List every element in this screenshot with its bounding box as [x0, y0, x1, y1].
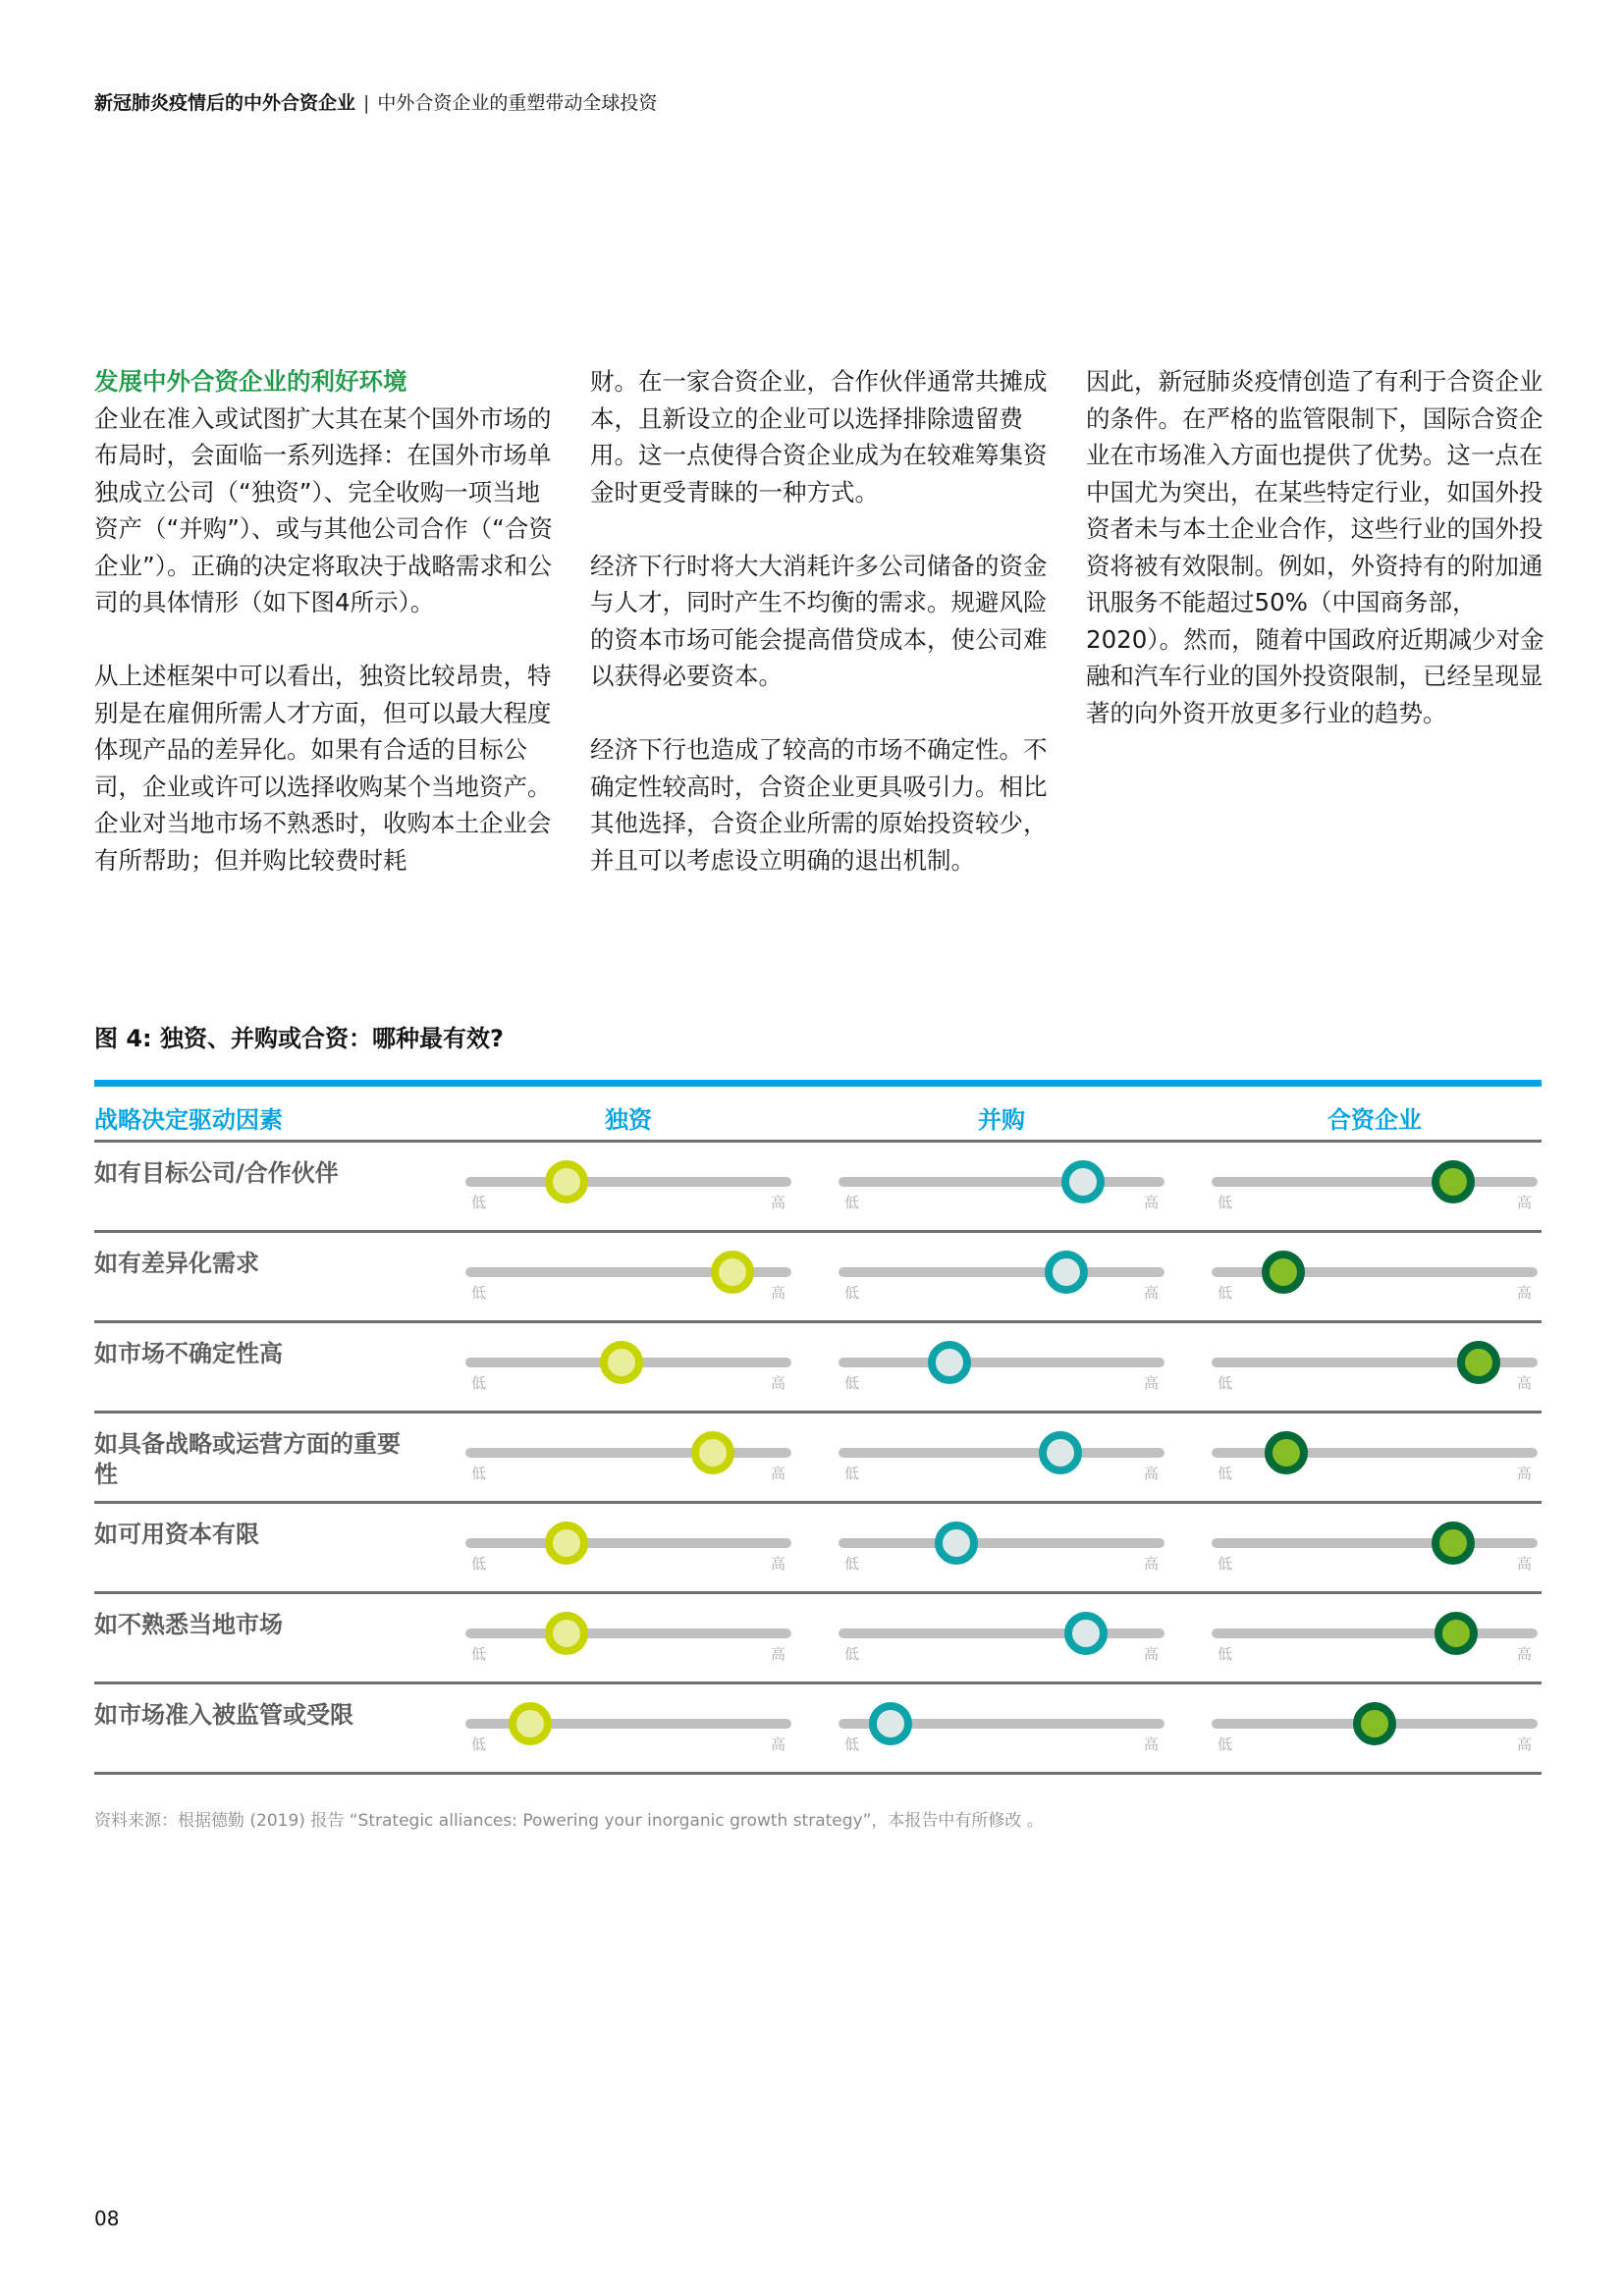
- paragraph: 企业在准入或试图扩大其在某个国外市场的布局时，会面临一系列选择：在国外市场单独成立公司（“独资”）、完全收购一项当地资产（“并购”）、或与其他公司合作（“合资企业”）。正确的决定将取决于战略需求和公司的具体情形（如下图4所示）。: [94, 403, 553, 616]
- driver-label: 如有差异化需求: [94, 1250, 259, 1277]
- high-label: 高: [1516, 1555, 1532, 1573]
- jv-column-header: 合资企业: [1327, 1106, 1422, 1134]
- jv-rating-slider: [1212, 1414, 1538, 1501]
- slider-track: [839, 1538, 1164, 1548]
- jv-rating-slider: [1212, 1233, 1538, 1320]
- rating-marker-icon: [928, 1341, 971, 1384]
- wfoe-rating-slider: [465, 1323, 791, 1411]
- slider-track: [465, 1177, 791, 1187]
- low-label: 低: [1218, 1284, 1233, 1302]
- jv-rating-slider: [1212, 1594, 1538, 1682]
- figure-title: 图 4: 独资、并购或合资：哪种最有效?: [94, 1025, 504, 1052]
- low-label: 低: [471, 1555, 487, 1573]
- rating-marker-icon: [545, 1160, 588, 1203]
- low-label: 低: [1218, 1374, 1233, 1392]
- low-label: 低: [1218, 1555, 1233, 1573]
- blue-top-rule: [94, 1080, 1542, 1087]
- ma-rating-slider: [839, 1233, 1164, 1320]
- rating-marker-icon: [509, 1702, 552, 1745]
- comparison-figure: [94, 1080, 1542, 1775]
- low-label: 低: [471, 1645, 487, 1663]
- figure-row: [94, 1323, 1542, 1414]
- ma-rating-slider: [839, 1143, 1164, 1230]
- figure-row: [94, 1684, 1542, 1775]
- wfoe-column-header: 独资: [605, 1106, 652, 1134]
- jv-rating-slider: [1212, 1684, 1538, 1772]
- low-label: 低: [471, 1374, 487, 1392]
- high-label: 高: [1516, 1465, 1532, 1482]
- header-separator: |: [363, 92, 370, 114]
- rating-marker-icon: [1457, 1341, 1500, 1384]
- high-label: 高: [770, 1194, 785, 1211]
- low-label: 低: [844, 1555, 860, 1573]
- high-label: 高: [1516, 1735, 1532, 1753]
- slider-track: [1212, 1177, 1538, 1187]
- figure-row: [94, 1414, 1542, 1504]
- source-note: 资料来源：根据德勤 (2019) 报告 “Strategic alliances: Powering your inorganic growth strategy”，本报告中有所修改 。: [94, 1811, 1044, 1831]
- rating-marker-icon: [1432, 1522, 1475, 1565]
- wfoe-rating-slider: [465, 1233, 791, 1320]
- driver-label: 如有目标公司/合作伙伴: [94, 1159, 339, 1187]
- chapter-title: 中外合资企业的重塑带动全球投资: [377, 92, 658, 114]
- high-label: 高: [1143, 1555, 1159, 1573]
- high-label: 高: [1143, 1465, 1159, 1482]
- high-label: 高: [770, 1284, 785, 1302]
- ma-rating-slider: [839, 1504, 1164, 1591]
- slider-track: [1212, 1538, 1538, 1548]
- ma-column-header: 并购: [978, 1106, 1025, 1134]
- rating-marker-icon: [1435, 1612, 1478, 1655]
- ma-rating-slider: [839, 1684, 1164, 1772]
- low-label: 低: [1218, 1465, 1233, 1482]
- figure-row: [94, 1594, 1542, 1684]
- driver-label: 如可用资本有限: [94, 1521, 259, 1548]
- low-label: 低: [844, 1284, 860, 1302]
- figure-row: [94, 1504, 1542, 1594]
- wfoe-rating-slider: [465, 1504, 791, 1591]
- high-label: 高: [1143, 1194, 1159, 1211]
- low-label: 低: [1218, 1645, 1233, 1663]
- high-label: 高: [1516, 1194, 1532, 1211]
- high-label: 高: [1516, 1645, 1532, 1663]
- text-column-3: [1086, 363, 1547, 769]
- slider-track: [839, 1448, 1164, 1458]
- rating-marker-icon: [545, 1612, 588, 1655]
- article-body: [94, 363, 1542, 952]
- rating-marker-icon: [545, 1522, 588, 1565]
- high-label: 高: [1143, 1735, 1159, 1753]
- figure-row: [94, 1143, 1542, 1233]
- high-label: 高: [1143, 1645, 1159, 1663]
- rating-marker-icon: [1061, 1160, 1105, 1203]
- slider-track: [839, 1267, 1164, 1277]
- low-label: 低: [471, 1735, 487, 1753]
- text-column-1: [94, 363, 556, 916]
- low-label: 低: [844, 1194, 860, 1211]
- rating-marker-icon: [1064, 1612, 1108, 1655]
- driver-label: 如具备战略或运营方面的重要性: [94, 1430, 401, 1488]
- rating-marker-icon: [1039, 1431, 1082, 1474]
- figure-row: [94, 1233, 1542, 1323]
- rating-marker-icon: [869, 1702, 912, 1745]
- paragraph: 因此，新冠肺炎疫情创造了有利于合资企业的条件。在严格的监管限制下，国际合资企业在市场准入方面也提供了优势。这一点在中国尤为突出，在某些特定行业，如国外投资者未与本土企业合作，这些行业的国外投资将被有效限制。例如，外资持有的附加通讯服务不能超过50%（中国商务部，2020）。然而，随着中国政府近期减少对金融和汽车行业的国外投资限制，已经呈现显著的向外资开放更多行业的趋势。: [1086, 367, 1544, 727]
- rating-marker-icon: [935, 1522, 978, 1565]
- high-label: 高: [770, 1374, 785, 1392]
- low-label: 低: [844, 1374, 860, 1392]
- driver-label: 如市场准入被监管或受限: [94, 1701, 353, 1729]
- high-label: 高: [1516, 1284, 1532, 1302]
- ma-rating-slider: [839, 1323, 1164, 1411]
- wfoe-rating-slider: [465, 1414, 791, 1501]
- rating-marker-icon: [711, 1251, 754, 1294]
- rating-marker-icon: [1262, 1251, 1305, 1294]
- high-label: 高: [770, 1735, 785, 1753]
- low-label: 低: [471, 1284, 487, 1302]
- low-label: 低: [471, 1465, 487, 1482]
- high-label: 高: [1143, 1284, 1159, 1302]
- rating-marker-icon: [1353, 1702, 1396, 1745]
- low-label: 低: [844, 1645, 860, 1663]
- report-title: 新冠肺炎疫情后的中外合资企业: [94, 92, 356, 114]
- jv-rating-slider: [1212, 1323, 1538, 1411]
- figure-rows: [94, 1143, 1542, 1775]
- text-column-2: [590, 363, 1052, 916]
- high-label: 高: [1516, 1374, 1532, 1392]
- low-label: 低: [1218, 1735, 1233, 1753]
- rating-marker-icon: [600, 1341, 643, 1384]
- page-number: 08: [94, 2207, 120, 2230]
- paragraph: 财。在一家合资企业，合作伙伴通常共摊成本，且新设立的企业可以选择排除遗留费用。这一点使得合资企业成为在较难筹集资金时更受青睐的一种方式。: [590, 367, 1048, 507]
- slider-track: [465, 1448, 791, 1458]
- high-label: 高: [770, 1555, 785, 1573]
- paragraph: 经济下行也造成了较高的市场不确定性。不确定性较高时，合资企业更具吸引力。相比其他选择，合资企业所需的原始投资较少，并且可以考虑设立明确的退出机制。: [590, 735, 1048, 875]
- rating-marker-icon: [1045, 1251, 1088, 1294]
- ma-rating-slider: [839, 1414, 1164, 1501]
- wfoe-rating-slider: [465, 1684, 791, 1772]
- rating-marker-icon: [1265, 1431, 1308, 1474]
- section-heading: 发展中外合资企业的利好环境: [94, 367, 407, 396]
- rating-marker-icon: [1432, 1160, 1475, 1203]
- ma-rating-slider: [839, 1594, 1164, 1682]
- low-label: 低: [1218, 1194, 1233, 1211]
- slider-track: [1212, 1267, 1538, 1277]
- running-header: [94, 88, 657, 115]
- slider-track: [465, 1538, 791, 1548]
- slider-track: [1212, 1629, 1538, 1638]
- high-label: 高: [770, 1645, 785, 1663]
- low-label: 低: [844, 1465, 860, 1482]
- rating-marker-icon: [691, 1431, 734, 1474]
- low-label: 低: [471, 1194, 487, 1211]
- slider-track: [465, 1629, 791, 1638]
- driver-label: 如市场不确定性高: [94, 1340, 283, 1367]
- wfoe-rating-slider: [465, 1594, 791, 1682]
- slider-track: [1212, 1448, 1538, 1458]
- figure-header-row: [94, 1087, 1542, 1143]
- paragraph: 经济下行时将大大消耗许多公司储备的资金与人才，同时产生不均衡的需求。规避风险的资本市场可能会提高借贷成本，使公司难以获得必要资本。: [590, 551, 1048, 690]
- driver-label: 如不熟悉当地市场: [94, 1611, 283, 1638]
- slider-track: [839, 1177, 1164, 1187]
- wfoe-rating-slider: [465, 1143, 791, 1230]
- low-label: 低: [844, 1735, 860, 1753]
- jv-rating-slider: [1212, 1504, 1538, 1591]
- paragraph: 从上述框架中可以看出，独资比较昂贵，特别是在雇佣所需人才方面，但可以最大程度体现产品的差异化。如果有合适的目标公司，企业或许可以选择收购某个当地资产。企业对当地市场不熟悉时，收购本土企业会有所帮助；但并购比较费时耗: [94, 662, 552, 875]
- jv-rating-slider: [1212, 1143, 1538, 1230]
- high-label: 高: [770, 1465, 785, 1482]
- slider-track: [839, 1358, 1164, 1367]
- slider-track: [839, 1629, 1164, 1638]
- high-label: 高: [1143, 1374, 1159, 1392]
- drivers-column-header: 战略决定驱动因素: [94, 1106, 283, 1134]
